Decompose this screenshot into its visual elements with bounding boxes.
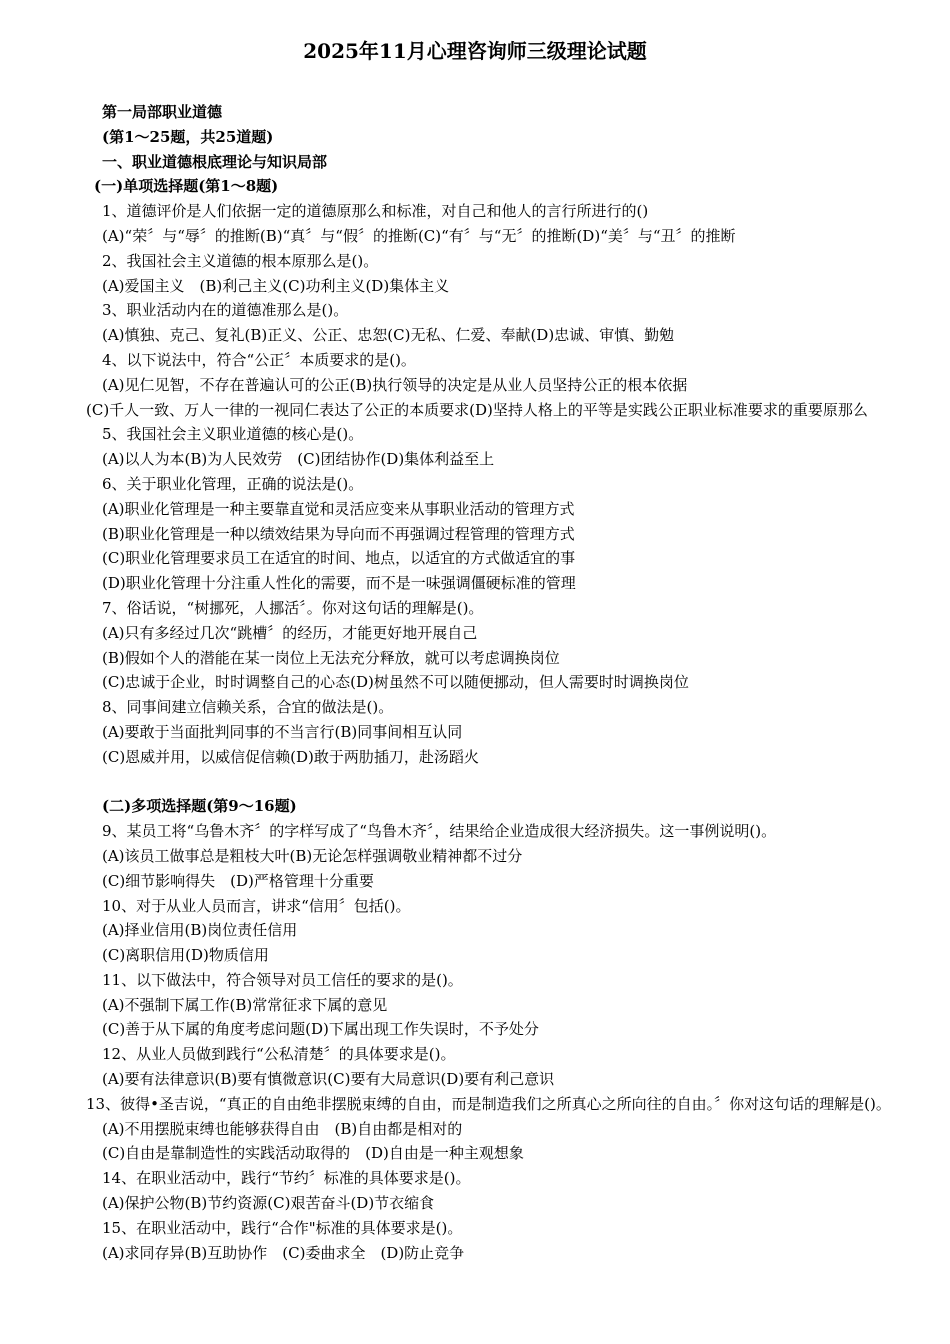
question-line: 4、以下说法中，符合“公正〞本质要求的是()。 [102, 350, 416, 369]
question-line: 14、在职业活动中，践行“节约〞标准的具体要求是()。 [102, 1169, 471, 1188]
option-line: (C)忠诚于企业，时时调整自己的心态(D)树虽然不可以随便挪动，但人需要时时调换岗位 [102, 673, 689, 692]
question-line: 12、从业人员做到践行“公私清楚〞的具体要求是()。 [102, 1045, 456, 1064]
option-line: (A)不强制下属工作(B)常常征求下属的意见 [102, 995, 388, 1014]
question-line: 10、对于从业人员而言，讲求“信用〞包括()。 [102, 896, 411, 915]
option-line: (D)职业化管理十分注重人性化的需要，而不是一味强调僵硬标准的管理 [102, 574, 576, 593]
option-line: (A)爱国主义 (B)利己主义(C)功利主义(D)集体主义 [102, 276, 450, 295]
option-line: (A)该员工做事总是粗枝大叶(B)无论怎样强调敬业精神都不过分 [102, 846, 523, 865]
question-line: 1、道德评价是人们依据一定的道德原那么和标准，对自己和他人的言行所进行的() [102, 202, 649, 221]
option-line: (B)假如个人的潜能在某一岗位上无法充分释放，就可以考虑调换岗位 [102, 648, 560, 667]
question-line: 11、以下做法中，符合领导对员工信任的要求的是()。 [102, 970, 463, 989]
question-line: 7、俗话说，“树挪死，人挪活〞。你对这句话的理解是()。 [102, 598, 484, 617]
option-line: (A)择业信用(B)岗位责任信用 [102, 921, 298, 940]
document-body [68, 100, 928, 1265]
option-line: (C)善于从下属的角度考虑问题(D)下属出现工作失误时，不予处分 [102, 1020, 539, 1039]
question-range: (第1～25题，共25道题) [102, 127, 274, 146]
option-line: (A)保护公物(B)节约资源(C)艰苦奋斗(D)节衣缩食 [102, 1194, 435, 1213]
section-heading: 一、职业道德根底理论与知识局部 [102, 152, 328, 171]
option-line: (A)“荣〞与“辱〞的推断(B)“真〞与“假〞的推断(C)“有〞与“无〞的推断(D)“美〞与“丑〞的推断 [102, 226, 736, 245]
question-line: 2、我国社会主义道德的根本原那么是()。 [102, 251, 379, 270]
spacer [68, 770, 928, 795]
question-line: 15、在职业活动中，践行“合作"标准的具体要求是()。 [102, 1218, 463, 1237]
question-line: 8、同事间建立信赖关系，合宜的做法是()。 [102, 698, 394, 717]
option-line: (C)细节影响得失 (D)严格管理十分重要 [102, 871, 374, 890]
option-line: (A)要敢于当面批判同事的不当言行(B)同事间相互认同 [102, 722, 463, 741]
option-line: (A)要有法律意识(B)要有慎微意识(C)要有大局意识(D)要有利己意识 [102, 1070, 555, 1089]
option-line: (A)以人为本(B)为人民效劳 (C)团结协作(D)集体利益至上 [102, 450, 495, 469]
option-line: (C)离职信用(D)物质信用 [102, 946, 269, 965]
question-line: 5、我国社会主义职业道德的核心是()。 [102, 425, 364, 444]
question-line: 9、某员工将“乌鲁木齐〞的字样写成了“鸟鲁木齐〞，结果给企业造成很大经济损失。这一事例说明()。 [102, 822, 777, 841]
option-line: (A)职业化管理是一种主要靠直觉和灵活应变来从事职业活动的管理方式 [102, 499, 575, 518]
option-line: (B)职业化管理是一种以绩效结果为导向而不再强调过程管理的管理方式 [102, 524, 575, 543]
part-heading: 第一局部职业道德 [102, 103, 223, 121]
option-line: (C)职业化管理要求员工在适宜的时间、地点，以适宜的方式做适宜的事 [102, 549, 576, 568]
option-line: (C)自由是靠制造性的实践活动取得的 (D)自由是一种主观想象 [102, 1144, 524, 1163]
single-choice-heading: (一)单项选择题(第1～8题) [94, 177, 279, 196]
option-line-wrapped: (C)千人一致、万人一律的一视同仁表达了公正的本质要求(D)坚持人格上的平等是实践公正职业标准要求的重要原那么 [86, 400, 868, 419]
question-line: 6、关于职业化管理，正确的说法是()。 [102, 474, 364, 493]
option-line: (A)不用摆脱束缚也能够获得自由 (B)自由都是相对的 [102, 1119, 463, 1138]
question-line: 3、职业活动内在的道德准那么是()。 [102, 301, 349, 320]
multi-choice-heading: (二)多项选择题(第9～16题) [102, 797, 297, 816]
option-line: (C)恩威并用，以威信促信赖(D)敢于两肋插刀，赴汤蹈火 [102, 747, 479, 766]
option-line: (A)求同存异(B)互助协作 (C)委曲求全 (D)防止竞争 [102, 1243, 465, 1262]
option-line: (A)只有多经过几次“跳槽〞的经历，才能更好地开展自己 [102, 623, 478, 642]
option-line: (A)慎独、克己、复礼(B)正义、公正、忠恕(C)无私、仁爱、奉献(D)忠诚、审慎、勤勉 [102, 326, 675, 345]
document-title: 2025年11月心理咨询师三级理论试题 [303, 39, 647, 63]
question-line-wrapped: 13、彼得•圣吉说，“真正的自由绝非摆脱束缚的自由，而是制造我们之所真心之所向往的自由。〞你对这句话的理解是()。 [86, 1094, 891, 1113]
option-line: (A)见仁见智，不存在普遍认可的公正(B)执行领导的决定是从业人员坚持公正的根本依据 [102, 375, 688, 394]
